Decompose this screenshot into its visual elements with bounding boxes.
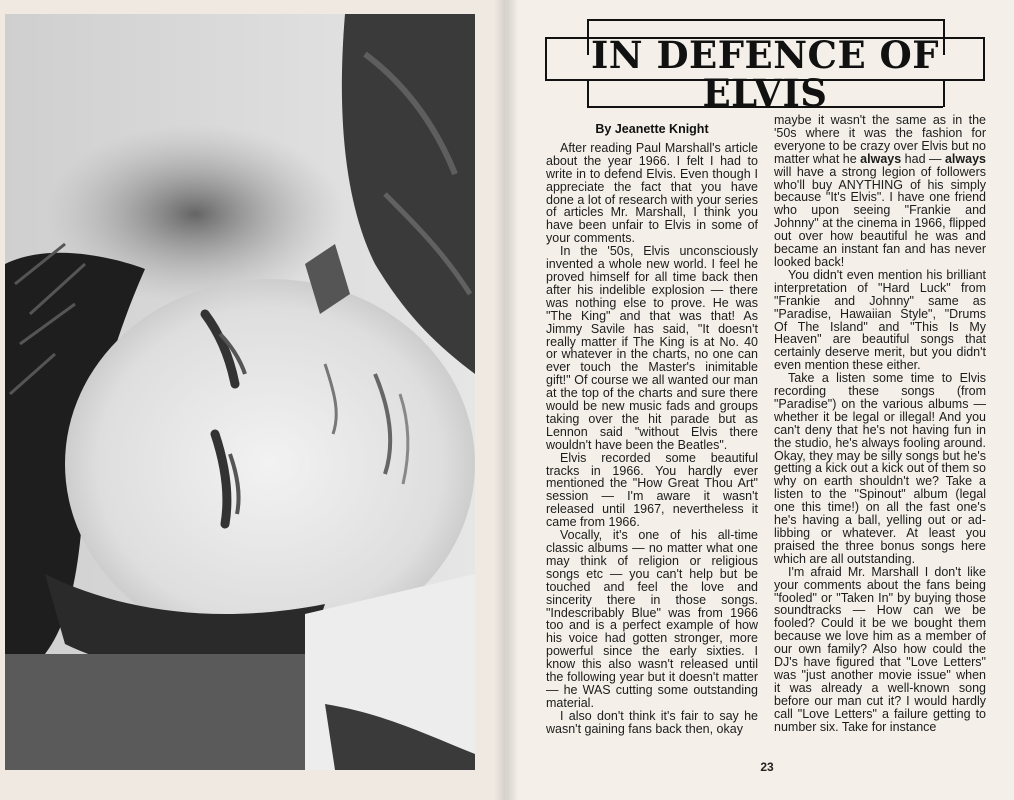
paragraph: You didn't even mention his brilliant interpretation of "Hard Luck" from "Frankie and Johnny" same as "Paradise, Hawaiian Style", "Drums Of The Island" and "This Is My Heaven" are beautiful songs that certainly deserve merit, but you didn't even mention these either. bbox=[774, 267, 986, 373]
photo-illustration bbox=[5, 14, 475, 770]
paragraph: After reading Paul Marshall's article about the year 1966. I felt I had to write in to defend Elvis. Even though I appreciate the fact that you have done a lot of research with your series of articles Mr. Marshall, I think you have been unfair to Elvis in some of your comments. bbox=[546, 140, 758, 246]
page-gutter bbox=[494, 0, 518, 800]
text-run: maybe it wasn't the same as in the '50s where it was the fashion for everyone to be crazy over Elvis but no matter what he bbox=[774, 113, 986, 166]
emphasis-always: always bbox=[860, 151, 902, 166]
article-column-2 bbox=[774, 114, 986, 734]
text-run: had — bbox=[901, 151, 945, 166]
article-column-1 bbox=[546, 120, 758, 736]
emphasis-always: always bbox=[944, 151, 986, 166]
byline: By Jeanette Knight bbox=[595, 122, 709, 136]
paragraph: In the '50s, Elvis unconsciously invented a whole new world. I feel he proved himself for all time back then after his indelible explosion — there was nothing else to prove. He was "The King" and that was that! As Jimmy Savile has said, "It doesn't really matter if The King is at No. 40 or whatever in the charts, no one can ever touch the Master's inimitable gift!" Of course we all wanted our man at the top of the charts and sure there would be new music fads and groups taking over the hit parade but as Lennon said "without Elvis there wouldn't have been the Beatles". bbox=[546, 244, 758, 452]
left-page bbox=[0, 0, 505, 800]
page-number: 23 bbox=[760, 760, 774, 774]
paragraph: Take a listen some time to Elvis recording these songs (from "Paradise") on the various albums — whether it be legal or illegal! And you can't deny that he's not having fun in the studio, he's always fooling around. Okay, they may be silly songs but he's getting a kick out a kick out of them so why on earth shouldn't we? Take a listen to the "Spinout" album (legal one this time!) on all the fast one's he's having a ball, yelling out or ad-libbing or whatever. At least you praised the three bonus songs here which are all outstanding. bbox=[774, 371, 986, 566]
paragraph: Vocally, it's one of his all-time classic albums — no matter what one may think of religion or religious songs etc — you can't help but be touched and feel the love and sincerity there in those songs. "Indescribably Blue" was from 1966 too and is a perfect example of how his voice had gotten stronger, more powerful since the early sixties. I know this also wasn't released until the following year but it doesn't matter — he WAS cutting some outstanding material. bbox=[546, 528, 758, 710]
paragraph: Elvis recorded some beautiful tracks in 1966. You hardly ever mentioned the "How Great Thou Art" session — I'm aware it wasn't released until 1967, nevertheless it came from 1966. bbox=[546, 450, 758, 530]
headline-rule-top bbox=[587, 19, 943, 21]
paragraph: I also don't think it's fair to say he wasn't gaining fans back then, okay bbox=[546, 708, 758, 736]
elvis-portrait-photo bbox=[5, 14, 475, 770]
paragraph bbox=[774, 114, 986, 269]
headline-block bbox=[545, 17, 985, 115]
headline-line-1: IN DEFENCE OF bbox=[590, 33, 940, 77]
text-run: will have a strong legion of followers who'll buy ANYTHING of his simply because "It's Elvis". I have one friend who upon seeing "Frankie and Johnny" at the cinema in 1966, flipped out over how beautiful he was and became an instant fan and has never looked back! bbox=[774, 164, 986, 269]
headline-line-2: ELVIS bbox=[702, 71, 828, 115]
paragraph: I'm afraid Mr. Marshall I don't like your comments about the fans being "fooled" or "Taken In" by buying those soundtracks — How can we be fooled? Could it be we bought them because we love him as a member of our own family? Also how could the DJ's have figured that "Love Letters" was "just another movie issue" when it was already a well-known song before our man cut it? I would hardly call "Love Letters" a failure getting to number six. Take for instance bbox=[774, 564, 986, 734]
